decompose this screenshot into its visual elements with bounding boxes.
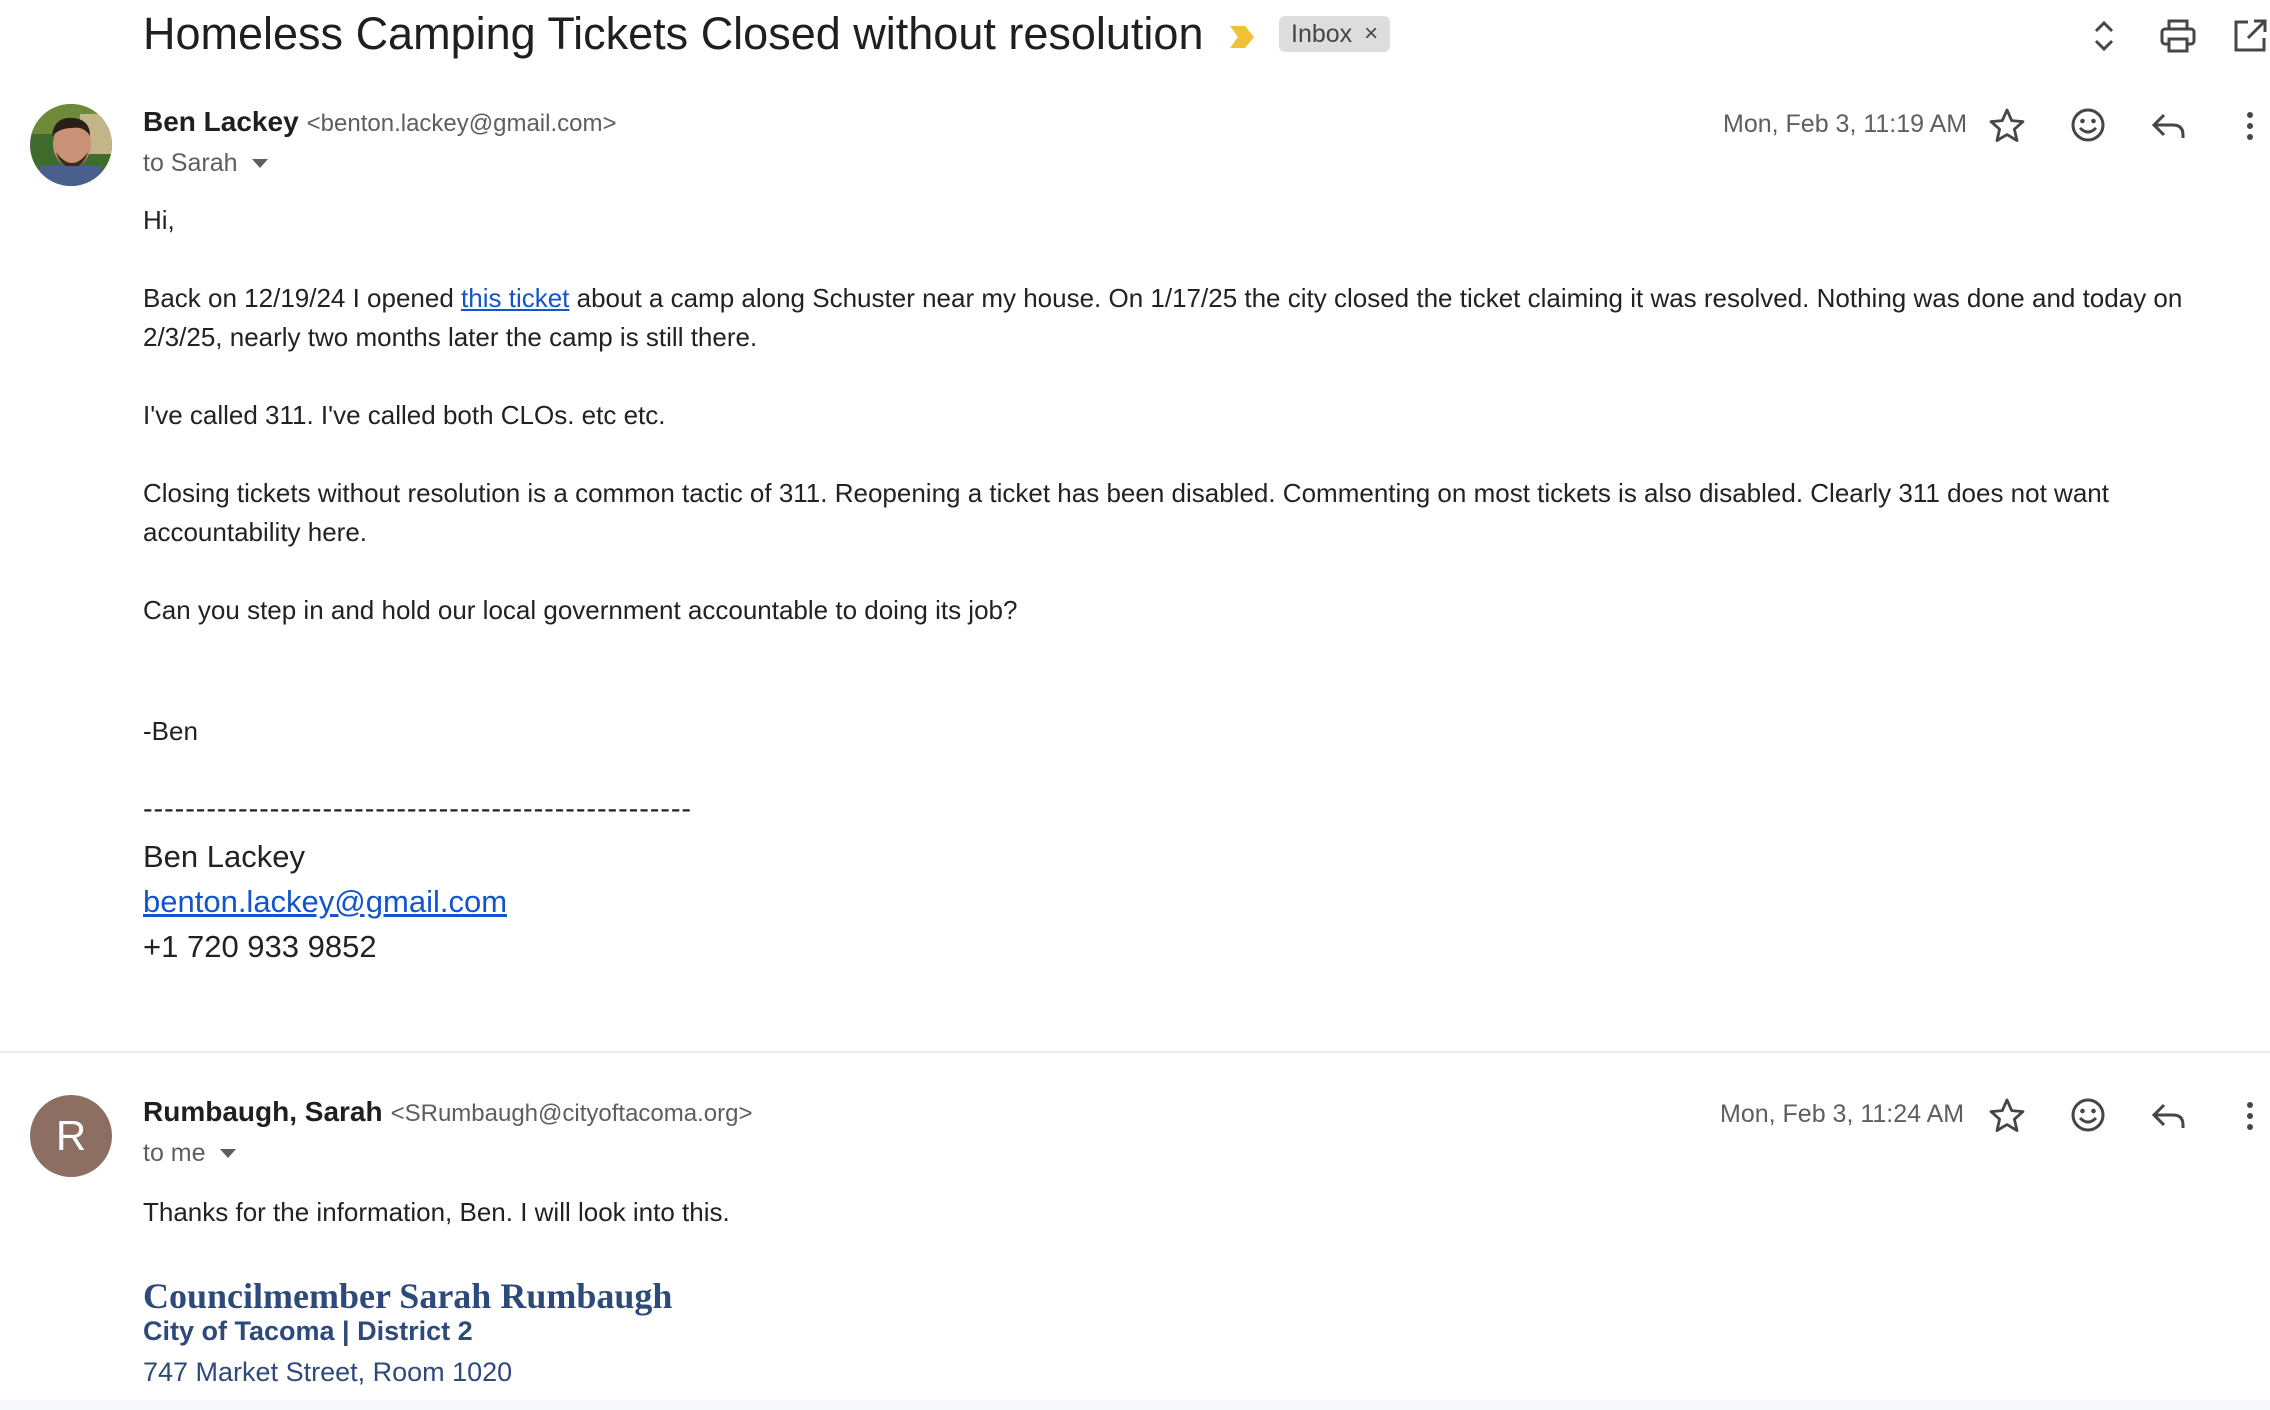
signature-email-link[interactable]: benton.lackey@gmail.com [143, 884, 508, 919]
recipients-text: to me [143, 1139, 206, 1167]
inbox-label-chip [1279, 16, 1390, 52]
star-icon[interactable] [1987, 106, 2027, 146]
signature-title: Councilmember Sarah Rumbaugh [143, 1276, 673, 1316]
open-new-window-icon[interactable] [2230, 16, 2270, 56]
importance-marker-icon[interactable] [1228, 24, 1256, 50]
body-text-segment: about a camp along Schuster near my house. On 1/17/25 the city closed the ticket claiming it was resolved. Nothing was done and today on 2/3/25, nearly two months later the camp is still there. [143, 283, 2183, 352]
message-date: Mon, Feb 3, 11:19 AM [1723, 110, 1968, 138]
greeting: Hi, [143, 205, 175, 235]
sender-name-text: Rumbaugh, Sarah [143, 1096, 383, 1127]
sender-email: <benton.lackey@gmail.com> [306, 110, 617, 137]
message-date: Mon, Feb 3, 11:24 AM [1720, 1100, 1965, 1128]
remove-label-button[interactable]: × [1364, 20, 1379, 47]
sender-email: <SRumbaugh@cityoftacoma.org> [390, 1100, 753, 1127]
reply-icon[interactable] [2149, 1096, 2189, 1136]
avatar[interactable] [30, 104, 112, 186]
signoff: -Ben [143, 716, 198, 746]
body-paragraph: Thanks for the information, Ben. I will look into this. [143, 1197, 730, 1227]
body-paragraph: Closing tickets without resolution is a common tactic of 311. Reopening a ticket has been disabled. Commenting on most tickets is also disabled. Clearly 311 does not want accountability here. [143, 478, 2109, 547]
signature-phone: +1 720 933 9852 [143, 929, 377, 964]
recipients-line[interactable] [143, 1139, 236, 1168]
emoji-reaction-icon[interactable] [2068, 1095, 2108, 1135]
print-icon[interactable] [2158, 16, 2198, 56]
sender-name [143, 106, 617, 138]
signature-address: 747 Market Street, Room 1020 [143, 1357, 513, 1387]
signature-org: City of Tacoma | District 2 [143, 1316, 473, 1346]
sender-name [143, 1096, 752, 1128]
sender-name-text: Ben Lackey [143, 106, 299, 137]
reply-icon[interactable] [2149, 106, 2189, 146]
body-paragraph [143, 279, 2228, 357]
message-body [143, 1193, 2228, 1271]
recipients-text: to Sarah [143, 149, 238, 177]
body-paragraph: Can you step in and hold our local government accountable to doing its job? [143, 595, 1018, 625]
body-paragraph: I've called 311. I've called both CLOs. etc etc. [143, 400, 666, 430]
signature-name: Ben Lackey [143, 839, 305, 874]
signature [143, 791, 692, 969]
profile-photo-icon [30, 104, 112, 186]
message-divider [0, 1051, 2270, 1053]
avatar[interactable]: R [30, 1095, 112, 1177]
page-bottom-edge [0, 1400, 2270, 1410]
star-icon[interactable] [1987, 1096, 2027, 1136]
thread-subject: Homeless Camping Tickets Closed without resolution [143, 8, 1204, 59]
ticket-link[interactable]: this ticket [461, 283, 570, 313]
message-body [143, 201, 2228, 669]
signature-rule: ---------------------------------------------------- [143, 793, 692, 825]
more-options-icon[interactable] [2230, 106, 2270, 146]
more-options-icon[interactable] [2230, 1096, 2270, 1136]
emoji-reaction-icon[interactable] [2068, 105, 2108, 145]
recipients-line[interactable] [143, 149, 268, 178]
body-text-segment: Back on 12/19/24 I opened [143, 283, 462, 313]
inbox-label: Inbox [1291, 19, 1353, 48]
expand-collapse-icon[interactable] [2084, 16, 2124, 56]
show-details-caret-icon[interactable] [220, 1149, 236, 1158]
show-details-caret-icon[interactable] [252, 159, 268, 168]
